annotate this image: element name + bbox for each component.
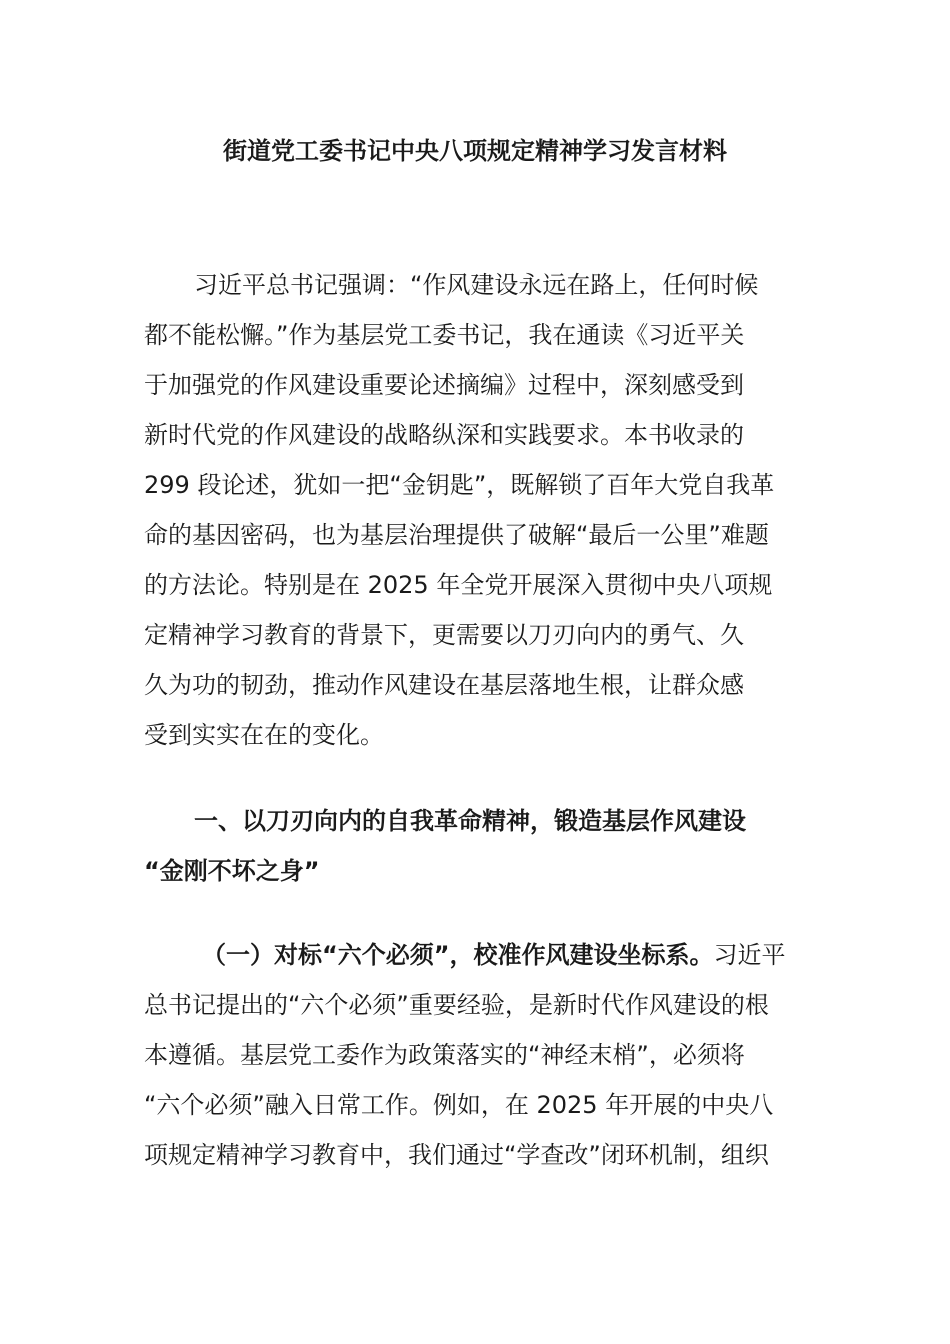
paragraph-line: 的方法论。特别是在 2025 年全党开展深入贯彻中央八项规 [144,571,773,599]
paragraph-line: 都不能松懈。”作为基层党工委书记，我在通读《习近平关 [144,321,745,349]
paragraph-line: 命的基因密码，也为基层治理提供了破解“最后一公里”难题 [144,521,769,549]
paragraph-line: 定精神学习教育的背景下，更需要以刀刃向内的勇气、久 [144,621,744,649]
paragraph-line: “六个必须”融入日常工作。例如，在 2025 年开展的中央八 [144,1091,774,1119]
paragraph-line: 受到实实在在的变化。 [144,721,384,749]
paragraph-line: 299 段论述，犹如一把“金钥匙”，既解锁了百年大党自我革 [144,471,775,499]
paragraph-line: 习近平总书记强调：“作风建设永远在路上，任何时候 [194,271,759,299]
paragraph-first-line [144,930,806,980]
section-heading-1 [144,796,806,896]
subsection-heading: （一）对标“六个必须”，校准作风建设坐标系。 [202,941,714,969]
heading-line: 一、以刀刃向内的自我革命精神，锻造基层作风建设 [194,807,746,835]
paragraph-line: 新时代党的作风建设的战略纵深和实践要求。本书收录的 [144,421,744,449]
paragraph-line: 本遵循。基层党工委作为政策落实的“神经末梢”，必须将 [144,1041,745,1069]
paragraph-line: 久为功的韧劲，推动作风建设在基层落地生根，让群众感 [144,671,744,699]
heading-line: “金刚不坏之身” [144,857,320,885]
paragraph-text: 习近平 [713,941,786,969]
intro-paragraph [144,260,806,760]
subsection-paragraph [144,930,806,1180]
paragraph-line: 于加强党的作风建设重要论述摘编》过程中，深刻感受到 [144,371,744,399]
paragraph-line: 总书记提出的“六个必须”重要经验，是新时代作风建设的根 [144,991,769,1019]
paragraph-line: 项规定精神学习教育中，我们通过“学查改”闭环机制，组织 [144,1141,769,1169]
document-title: 街道党工委书记中央八项规定精神学习发言材料 [223,137,727,165]
